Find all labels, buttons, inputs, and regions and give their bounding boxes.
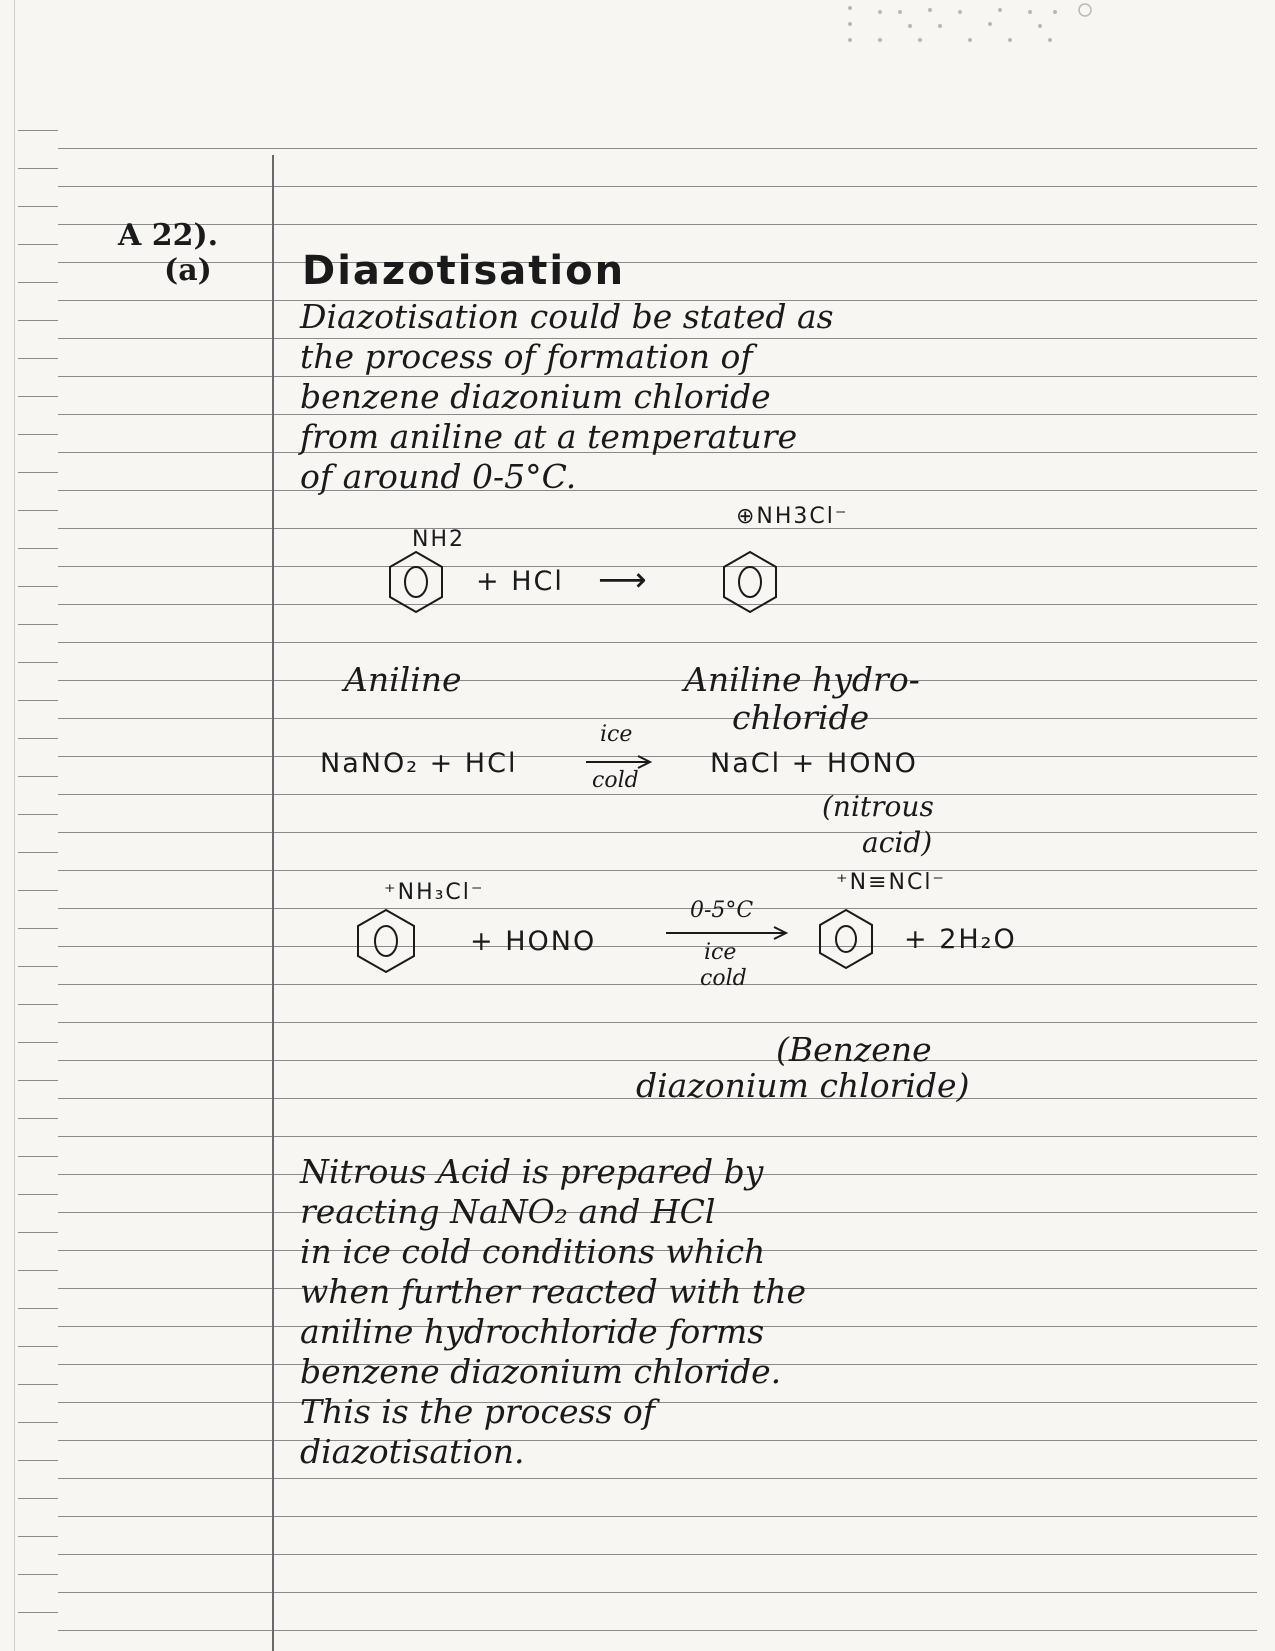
- explanation-line: This is the process of: [300, 1392, 655, 1431]
- reactant-name: Aniline: [344, 660, 462, 699]
- definition-line: benzene diazonium chloride: [300, 377, 771, 416]
- question-number: A 22).: [118, 218, 219, 253]
- arrow-condition-bottom: cold: [592, 768, 639, 793]
- reagent-label: + HONO: [470, 926, 597, 957]
- condition-ice: ice: [704, 940, 737, 965]
- product-group-label: ⁺N≡NCl⁻: [836, 870, 947, 895]
- arrow-condition-top: ice: [600, 722, 633, 747]
- benzene-ring-icon: [722, 550, 778, 614]
- explanation-line: in ice cold conditions which: [300, 1232, 766, 1271]
- definition-line: the process of formation of: [300, 337, 753, 376]
- benzene-ring-icon: [818, 908, 874, 970]
- dot-pattern: [840, 0, 1100, 55]
- page-edge: [14, 0, 15, 1651]
- reaction-arrow-icon: [584, 755, 654, 769]
- product-note: acid): [862, 826, 933, 859]
- definition-line: from aniline at a temperature: [300, 417, 798, 456]
- definition-line: of around 0-5°C.: [300, 457, 577, 496]
- explanation-line: aniline hydrochloride forms: [300, 1312, 765, 1351]
- reaction-right: NaCl + HONO: [710, 748, 918, 779]
- product-name: diazonium chloride): [636, 1066, 970, 1105]
- product-name: chloride: [732, 698, 870, 737]
- reaction-arrow: ⟶: [598, 560, 649, 600]
- reaction-arrow-icon: [664, 926, 790, 940]
- byproduct-label: + 2H₂O: [904, 924, 1017, 955]
- part-label: (a): [164, 253, 212, 288]
- explanation-line: benzene diazonium chloride.: [300, 1352, 782, 1391]
- definition-line: Diazotisation could be stated as: [300, 297, 834, 336]
- reaction-left: NaNO₂ + HCl: [320, 748, 518, 779]
- explanation-line: diazotisation.: [300, 1432, 525, 1471]
- condition-cold: cold: [700, 966, 747, 991]
- explanation-line: when further reacted with the: [300, 1272, 807, 1311]
- section-title: Diazotisation: [302, 248, 626, 294]
- reagent-label: + HCl: [476, 566, 564, 597]
- margin-line: [272, 155, 274, 1651]
- benzene-ring-icon: [388, 550, 444, 614]
- product-group-label: ⊕NH3Cl⁻: [736, 504, 849, 529]
- product-name: Aniline hydro-: [684, 660, 920, 699]
- explanation-line: Nitrous Acid is prepared by: [300, 1152, 764, 1191]
- explanation-line: reacting NaNO₂ and HCl: [300, 1192, 716, 1231]
- product-note: (nitrous: [822, 790, 934, 823]
- condition-temperature: 0-5°C: [690, 898, 754, 923]
- product-name: (Benzene: [776, 1030, 932, 1069]
- benzene-ring-icon: [356, 908, 416, 974]
- reactant-group-label: NH2: [412, 527, 465, 552]
- reactant-group-label: ⁺NH₃Cl⁻: [384, 880, 485, 905]
